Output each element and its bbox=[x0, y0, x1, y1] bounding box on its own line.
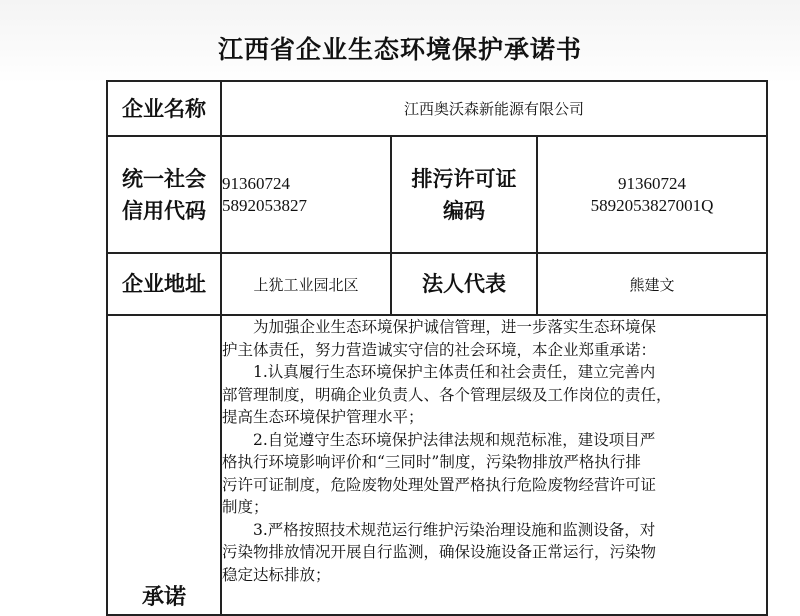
credit-code-value-line1: 91360724 bbox=[222, 173, 290, 193]
legal-rep-value: 熊建文 bbox=[537, 253, 767, 315]
address-value: 上犹工业园北区 bbox=[221, 253, 391, 315]
permit-code-label bbox=[391, 136, 537, 253]
permit-code-value-line2: 5892053827001Q bbox=[590, 195, 714, 215]
row-codes bbox=[107, 136, 767, 253]
company-name-label: 企业名称 bbox=[107, 81, 221, 136]
credit-code-value bbox=[221, 136, 391, 253]
permit-code-label-line1: 排污许可证 bbox=[411, 166, 517, 191]
credit-code-label bbox=[107, 136, 221, 253]
document-title: 江西省企业生态环境保护承诺书 bbox=[217, 35, 582, 64]
commitment-label: 承诺 bbox=[107, 315, 221, 615]
commitment-line: 格执行环境影响评价和“三同时”制度，污染物排放严格执行排 bbox=[222, 453, 641, 471]
row-company-name bbox=[107, 81, 767, 136]
address-label: 企业地址 bbox=[107, 253, 221, 315]
commitment-line: 为加强企业生态环境保护诚信管理，进一步落实生态环境保 bbox=[253, 318, 657, 336]
permit-code-value-line1: 91360724 bbox=[618, 173, 686, 193]
commitment-line: 稳定达标排放； bbox=[222, 565, 331, 584]
permit-code-value bbox=[537, 136, 767, 253]
commitment-line: 护主体责任，努力营造诚实守信的社会环境，本企业郑重承诺： bbox=[222, 340, 657, 359]
commitment-line: 污染物排放情况开展自行监测，确保设施设备正常运行，污染物 bbox=[222, 543, 657, 561]
row-address bbox=[107, 253, 767, 315]
commitment-line: 污许可证制度，危险废物处理处置严格执行危险废物经营许可证 bbox=[222, 475, 657, 494]
credit-code-label-line2: 信用代码 bbox=[122, 198, 206, 223]
commitment-line: 部管理制度，明确企业负责人、各个管理层级及工作岗位的责任， bbox=[222, 385, 672, 404]
permit-code-label-line2: 编码 bbox=[443, 198, 485, 223]
commitment-line: 3.严格按照技术规范运行维护污染治理设施和监测设备，对 bbox=[253, 520, 656, 539]
commitment-line: 制度； bbox=[222, 498, 269, 516]
legal-rep-label: 法人代表 bbox=[391, 253, 537, 315]
commitment-line: 2.自觉遵守生态环境保护法律法规和规范标准，建设项目严 bbox=[253, 430, 656, 449]
row-commitment bbox=[107, 315, 767, 615]
credit-code-value-line2: 5892053827 bbox=[222, 195, 307, 215]
company-name-value: 江西奥沃森新能源有限公司 bbox=[221, 81, 767, 136]
credit-code-label-line1: 统一社会 bbox=[122, 166, 206, 191]
commitment-text bbox=[221, 315, 767, 615]
commitment-line: 提高生态环境保护管理水平； bbox=[222, 408, 424, 426]
commitment-form-table bbox=[106, 80, 768, 616]
commitment-line: 1.认真履行生态环境保护主体责任和社会责任，建立完善内 bbox=[253, 363, 656, 381]
